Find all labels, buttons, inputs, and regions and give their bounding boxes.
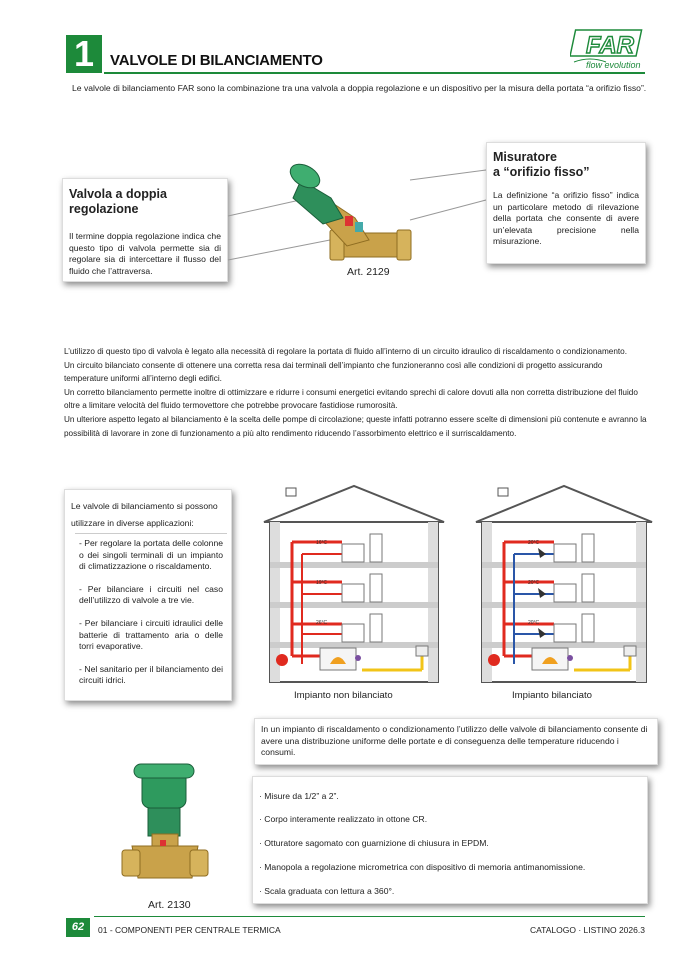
callout-text: Il termine doppia regolazione indica che questo tipo di valvola permette sia di regolare sia di intercettare il flusso del fluido che l’attraversa.: [69, 231, 221, 276]
product-caption-2130: Art. 2130: [148, 899, 191, 911]
balancing-note: In un impianto di riscaldamento o condizionamento l’utilizzo delle valvole di bilanciamento consente di avere una distribuzione uniforme delle portate e di conseguenza delle temperature riducendo i consumi.: [254, 718, 658, 765]
valve-2130-image: [112, 760, 218, 890]
temp-label: 26°C: [316, 620, 328, 626]
feature-item: · Otturatore sagomato con guarnizione di chiusura in EPDM.: [259, 838, 489, 848]
diagram-caption-unbalanced: Impianto non bilanciato: [294, 690, 393, 701]
applications-list: [75, 533, 227, 702]
body-paragraph: L’utilizzo di questo tipo di valvola è legato alla necessità di regolare la portata di fluido all’interno di un circuito idraulico di riscaldamento o condizionamento.: [64, 347, 627, 356]
diagram-unbalanced: [262, 484, 446, 690]
logo-tagline: flow evolution: [586, 60, 641, 70]
valve-2129-image: [285, 158, 415, 268]
temp-label: 20°C: [528, 580, 540, 586]
applications-box: [64, 489, 232, 701]
footer-section: 01 - COMPONENTI PER CENTRALE TERMICA: [98, 925, 281, 935]
footer-divider: [94, 916, 645, 917]
callout-fixed-orifice: [486, 142, 646, 264]
diagram-caption-balanced: Impianto bilanciato: [512, 690, 592, 701]
feature-item: · Corpo interamente realizzato in ottone CR.: [259, 814, 428, 824]
feature-item: · Scala graduata con lettura a 360°.: [259, 886, 395, 896]
feature-item: · Misure da 1/2” a 2”.: [259, 791, 339, 801]
callout-title: Misuratore a “orifizio fisso”: [493, 150, 590, 179]
intro-text: Le valvole di bilanciamento FAR sono la combinazione tra una valvola a doppia regolazione e un dispositivo per la misura della portata “a orifizio fisso”.: [72, 83, 647, 93]
logo-text: FAR: [586, 32, 634, 59]
chapter-number: 1: [66, 35, 102, 73]
body-paragraph: Un ulteriore aspetto legato al bilanciamento è la scelta delle pompe di circolazione; queste infatti potranno essere scelte di dimensioni più contenute e avranno la possibilità di lavorare in zone di funzionamento a più alto rendimento riducendo l’assorbimento elettrico e il surriscaldamento.: [64, 414, 647, 438]
feature-item: · Manopola a regolazione micrometrica con dispositivo di memoria antimanomissione.: [259, 862, 586, 872]
applications-lead: Le valvole di bilanciamento si possono utilizzare in diverse applicazioni:: [71, 501, 218, 528]
chapter-title: VALVOLE DI BILANCIAMENTO: [110, 52, 323, 69]
body-text: [64, 345, 648, 440]
list-item: - Per regolare la portata delle colonne o dei singoli terminali di un impianto di climatizzazione o riscaldamento.: [79, 538, 223, 572]
body-paragraph: Un corretto bilanciamento permette inoltre di ottimizzare e ridurre i consumi energetici evitando sprechi di calore dovuti alla non corretta distribuzione del fluido oltre a limitare velocità del fluido termovettore che potrebbe provocare fastidiose rumorosità.: [64, 387, 638, 411]
page-number: 62: [66, 918, 90, 937]
list-item: - Nel sanitario per il bilanciamento dei circuiti idrici.: [79, 663, 223, 686]
footer-catalog: CATALOGO · LISTINO 2026.3: [530, 925, 645, 935]
callout-title: Valvola a doppia regolazione: [69, 187, 167, 216]
list-item: - Per bilanciare i circuiti nel caso dell’utilizzo di valvole a tre vie.: [79, 583, 223, 606]
callout-text: La definizione “a orifizio fisso” indica un particolare metodo di rilevazione della portata che consente di avere un’elevata precisione nella misurazione.: [493, 190, 639, 246]
temp-label: 20°C: [528, 620, 540, 626]
temp-label: 20°C: [528, 540, 540, 546]
features-box: [252, 776, 648, 904]
temp-label: 19°C: [316, 580, 328, 586]
body-paragraph: Un circuito bilanciato consente di ottenere una corretta resa dai terminali dell’impianto che funzioneranno così alle condizioni di progetto assicurando temperature uniformi all’interno degli edifici.: [64, 360, 603, 384]
list-item: - Per bilanciare i circuiti idraulici delle batterie di trattamento aria o delle torri evaporative.: [79, 617, 223, 652]
product-caption-2129: Art. 2129: [347, 266, 390, 278]
temp-label: 16°C: [316, 540, 328, 546]
diagram-balanced: [474, 484, 654, 690]
